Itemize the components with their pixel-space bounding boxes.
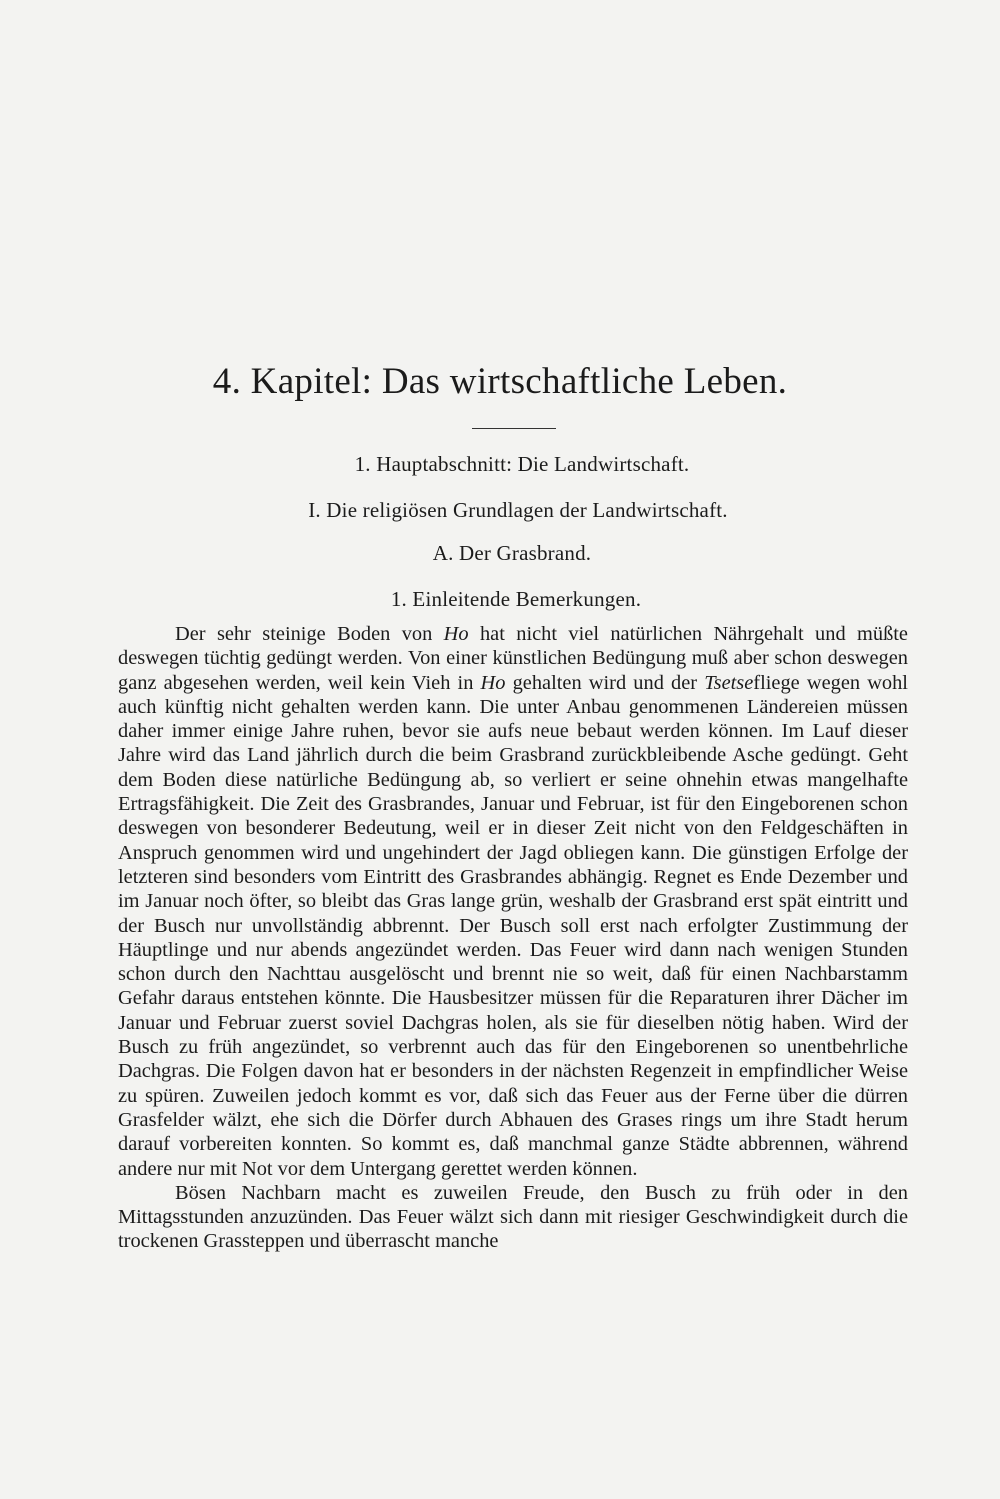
- paragraph-1-text-a: Der sehr steinige Boden von: [175, 623, 444, 645]
- subsubsection-heading: 1. Einleitende Bemerkungen.: [390, 587, 642, 611]
- title-divider-rule: [472, 428, 556, 429]
- paragraph-1-text-c: gehalten wird und der: [505, 671, 705, 694]
- place-name-ho: Ho: [480, 671, 506, 694]
- paragraph-1-text-b: hat nicht viel natürlichen Nährgehalt und müßte deswegen tüchtig gedüngt werden. Von einer künstlichen Bedüngung muß aber schon deswegen ganz abgesehen werden, weil kein Vieh in: [118, 623, 908, 694]
- paragraph-1-text-d: fliege wegen wohl auch künftig nicht gehalten werden kann. Die unter Anbau genommenen Ländereien müssen daher immer einige Jahre ruhen, bevor sie aufs neue bebaut werden können. Im Lauf dieser Jahre wird das Land jährlich durch die beim Grasbrand zurückbleibende Asche gedüngt. Geht dem Boden diese natürliche Bedüngung ab, so verliert er seine ohnehin etwas mangelhafte Ertragsfähigkeit. Die Zeit des Grasbrandes, Januar und Februar, ist für den Eingeborenen schon deswegen von besonderer Bedeutung, weil er in dieser Zeit nicht von den Feldgeschäften in Anspruch genommen wird und ungehindert der Jagd obliegen kann. Die günstigen Erfolge der letzteren sind besonders vom Eintritt des Grasbrandes abhängig. Regnet es Ende Dezember und im Januar noch öfter, so bleibt das Gras lange grün, weshalb der Grasbrand erst spät eintritt und der Busch nur unvollständig abbrennt. Der Busch soll erst nach erfolgter Zustimmung der Häuptlinge und nur abends angezündet werden. Das Feuer wird dann nach wenigen Stunden schon durch den Nachttau ausgelöscht und brennt nie so weit, daß für einen Nachbarstamm Gefahr daraus entstehen könnte. Die Hausbesitzer müssen für die Reparaturen ihrer Dächer im Januar und Februar zuerst soviel Dachgras holen, als sie für dieselben nötig haben. Wird der Busch zu früh angezündet, so verbrennt auch das für den Eingeborenen so unentbehrliche Dachgras. Die Folgen davon hat er besonders in der nächsten Regenzeit in empfindlicher Weise zu spüren. Zuweilen jedoch kommt es vor, daß sich das Feuer aus der Ferne über die dürren Grasfelder wälzt, ehe sich die Dörfer durch Abhauen des Grases rings um ihre Stadt herum darauf vorbereiten konnten. So kommt es, daß manchmal ganze Städte abbrennen, während andere nur mit Not vor dem Untergang gerettet werden können.: [118, 671, 908, 1180]
- term-tsetse: Tsetse: [704, 671, 754, 694]
- subsection-heading: A. Der Grasbrand.: [432, 541, 592, 565]
- paragraph-2: Bösen Nachbarn macht es zuweilen Freude, den Busch zu früh oder in den Mittagsstunden anzuzünden. Das Feuer wälzt sich dann mit riesiger Geschwindigkeit durch die trockenen Grassteppen und überrascht manche: [118, 1181, 908, 1253]
- place-name-ho: Ho: [443, 623, 469, 645]
- chapter-title: 4. Kapitel: Das wirtschaftliche Leben.: [212, 361, 788, 402]
- paragraph-1: [118, 622, 908, 1181]
- section-heading: 1. Hauptabschnitt: Die Landwirtschaft.: [354, 452, 690, 476]
- body-text: [118, 622, 908, 1254]
- part-heading: I. Die religiösen Grundlagen der Landwirtschaft.: [308, 498, 728, 522]
